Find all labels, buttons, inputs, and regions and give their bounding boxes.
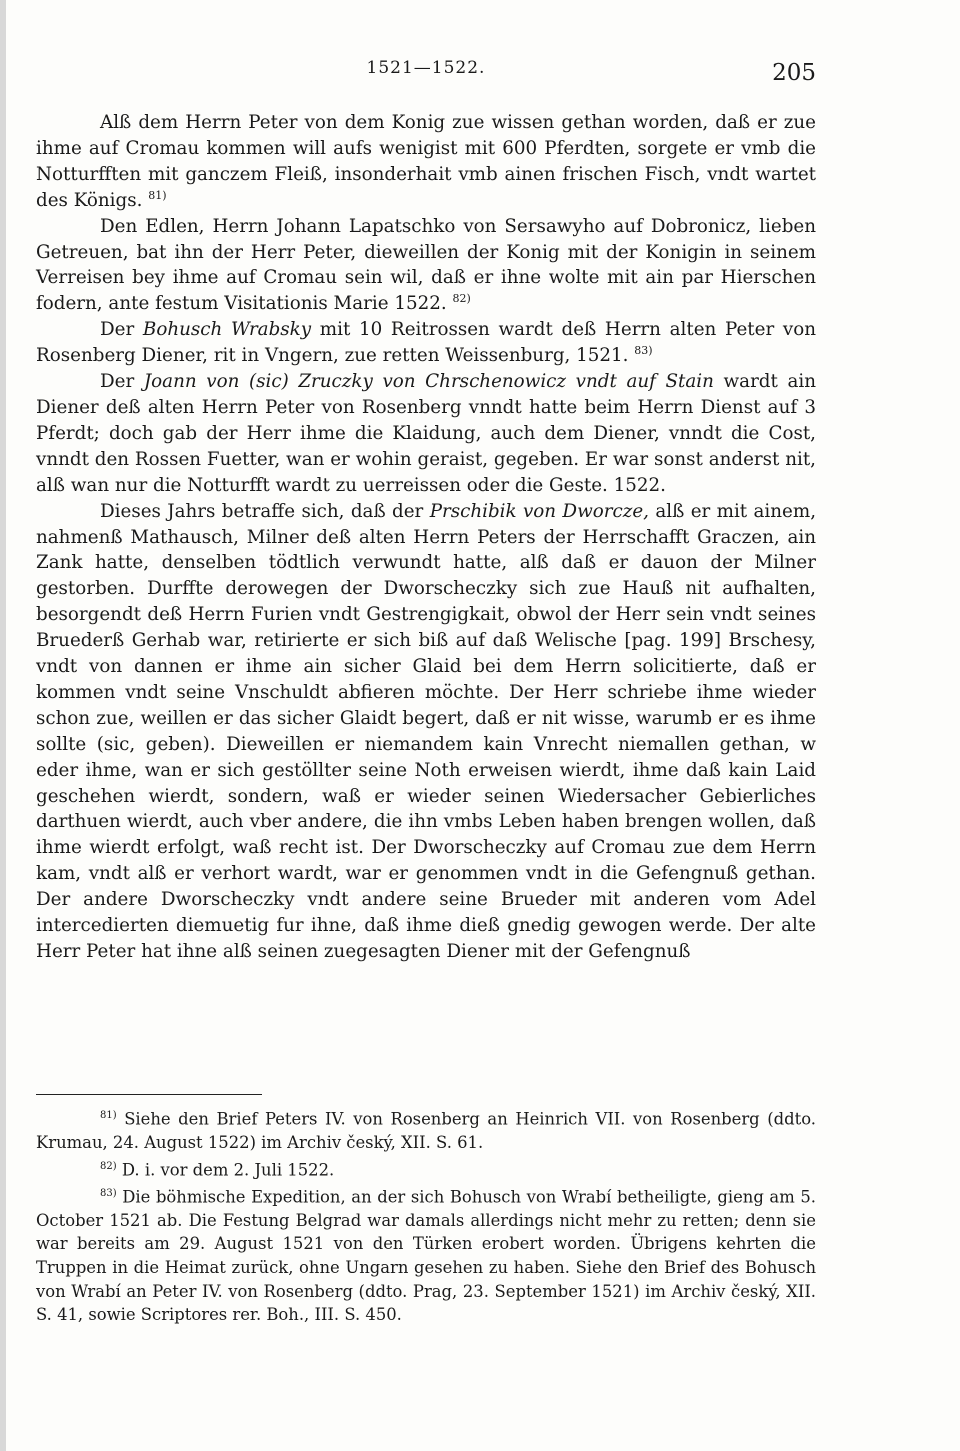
paragraph-3-pre: Der — [100, 319, 135, 341]
footnote-83 — [36, 1182, 816, 1327]
paragraph-5-text: alß er mit ainem, nahmenß Mathausch, Milner deß alten Herrn Peters der Herrschafft Graczen, ain Zank hatte, denselben tödtlich verwundt hatte, alß daß er dauon der Milner gestorben. Durffte derowegen der Dworscheczky sich zue Hauß nit aufhalten, besorgendt deß Herrn Furien vndt Gestrengigkait, obwol der Herr sein vndt seines Bruederß Gerhab war, retirierte er sich biß auf daß Welische [pag. 199] Brschesy, vndt von dannen er ihme ain sicher Glaid bei dem Herrn solicitierte, daß er kommen vndt seine Vnschuldt abfieren möchte. Der Herr schriebe ihme wieder schon zue, weillen er das sicher Glaidt begert, daß er nit wisse, warumb er es ihme sollte (sic, geben). Dieweillen er niemandem kain Vnrecht niemallen gethan, w eder ihme, wan er sich gestöllter seine Noth erweisen wierdt, ihme daß kain Laid geschehen wierdt, sondern, waß er wieder seinen Wiedersacher Gebierliches darthuen wierdt, auch vber andere, die ihn vmbs Leben haben brengen wollen, daß ihme wierdt erfolgt, waß recht ist. Der Dworscheczky auf Cromau zue dem Herrn kam, vndt alß er verhort wardt, war er genommen vndt in die Gefengnuß gethan. Der andere Dworscheczky vndt andere seine Brueder mit anderen vom Adel intercedierten diemuetig fur ihne, daß ihme dieß gnedig gewogen werde. Der alte Herr Peter hat ihne alß seinen zuegesagten Diener mit der Gefengnuß — [36, 500, 817, 962]
footnote-81 — [36, 1104, 816, 1155]
paragraph-4-name: Joann von (sic) Zruczky von Chrschenowicz vndt auf Stain — [143, 371, 714, 393]
footnotes — [36, 1104, 816, 1327]
paragraph-2 — [36, 214, 816, 318]
paragraph-1 — [36, 110, 816, 214]
footnote-separator — [36, 1094, 262, 1095]
running-head — [36, 58, 816, 88]
running-head-years: 1521—1522. — [366, 58, 486, 78]
paragraph-3-name: Bohusch Wrabsky — [142, 319, 312, 341]
page-edge-shadow — [0, 0, 6, 1451]
footnote-ref-81: 81) — [148, 188, 167, 202]
footnote-text: D. i. vor dem 2. Juli 1522. — [121, 1160, 335, 1180]
paragraph-4 — [36, 369, 816, 499]
footnote-mark: 82) — [100, 1160, 117, 1172]
footnote-82 — [36, 1155, 816, 1182]
paragraph-5-name: Prschibik von Dworcze, — [429, 500, 649, 522]
paragraph-3-text: mit 10 Reitrossen wardt deß Herrn alten Peter von Rosenberg Diener, rit in Vngern, zue retten Weissenburg, 1521. — [36, 319, 816, 367]
paragraph-4-pre: Der — [100, 371, 135, 393]
footnote-ref-82: 82) — [452, 292, 471, 306]
footnote-mark: 83) — [100, 1187, 117, 1199]
paragraph-4-text: wardt ain Diener deß alten Herrn Peter von Rosenberg vnndt hatte beim Herrn Dienst auf 3 Pferdt; doch gab der Herr ihme die Klaidung, auch dem Diener, vnndt die Cost, vnndt den Rossen Fuetter, wan er wohin geraist, gegeben. Er war sonst anderst nit, alß wan nur die Notturfft wardt zu uerreissen oder die Geste. 1522. — [36, 371, 816, 496]
footnote-ref-83: 83) — [634, 344, 653, 358]
footnote-text: Die böhmische Expedition, an der sich Bohusch von Wrabí betheiligte, gieng am 5. October 1521 ab. Die Festung Belgrad war damals allerdings nicht mehr zu retten; denn sie war bereits am 29. August 1521 von den Türken erobert worden. Übrigens kehrten die Truppen in die Heimat zurück, ohne Ungarn gesehen zu haben. Siehe den Brief des Bohusch von Wrabí an Peter IV. von Rosenberg (ddto. Prag, 23. September 1521) im Archiv český, XII. S. 41, sowie Scriptores rer. Boh., III. S. 450. — [36, 1187, 816, 1325]
page-number: 205 — [772, 60, 816, 86]
footnote-text: Siehe den Brief Peters IV. von Rosenberg an Heinrich VII. von Rosenberg (ddto. Krumau, 24. August 1522) im Archiv český, XII. S. 61. — [36, 1109, 816, 1153]
paragraph-5 — [36, 499, 816, 965]
main-text — [36, 110, 816, 965]
paragraph-5-pre: Dieses Jahrs betraffe sich, daß der — [100, 500, 424, 522]
paragraph-2-text: Den Edlen, Herrn Johann Lapatschko von Sersawyho auf Dobronicz, lieben Getreuen, bat ihn der Herr Peter, dieweillen der Konig mit der Konigin in seinem Verreisen bey ihme auf Cromau sein wil, daß er ihne wolte mit ain par Hierschen fodern, ante festum Visitationis Marie 1522. — [36, 215, 816, 315]
paragraph-3 — [36, 317, 816, 369]
footnote-mark: 81) — [100, 1110, 117, 1121]
paragraph-1-text: Alß dem Herrn Peter von dem Konig zue wissen gethan worden, daß er zue ihme auf Cromau kommen will aufs wenigist mit 600 Pferdten, sorgete er vmb die Notturfften mit ganczem Fleiß, insonderhait vmb ainen frischen Fisch, vndt wartet des Königs. — [36, 112, 816, 211]
